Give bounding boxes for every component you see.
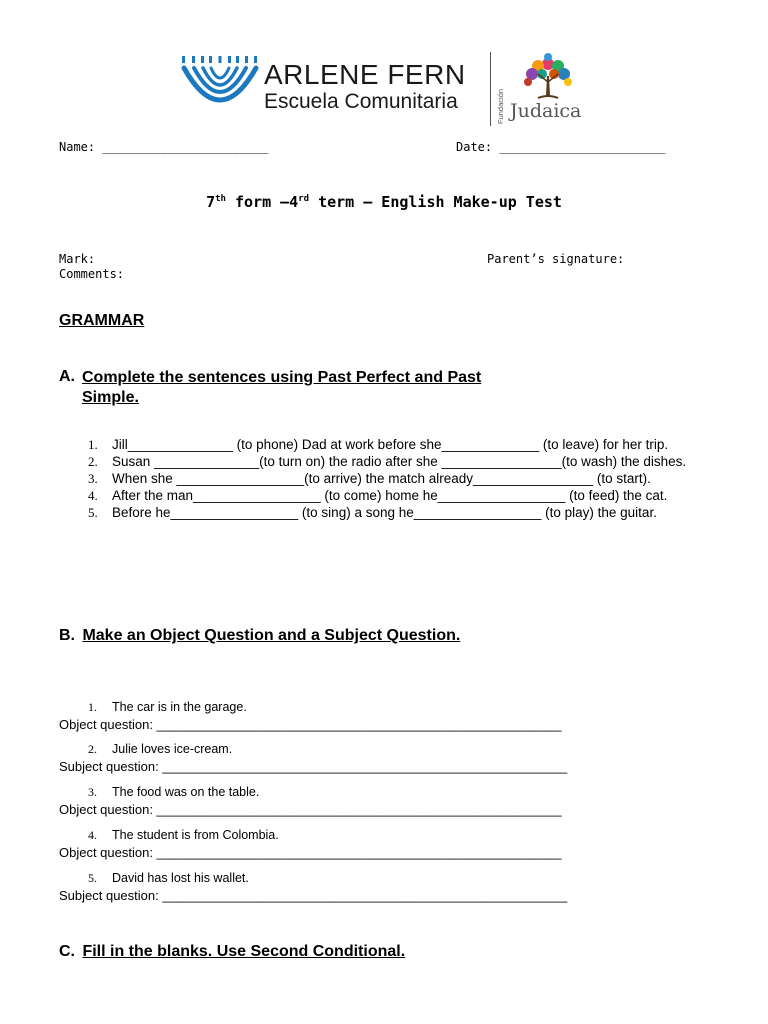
title-part-1: 7 [206, 193, 216, 211]
menorah-logo-icon [180, 54, 260, 116]
question-item [0, 742, 768, 782]
item-number: 4. [88, 828, 97, 842]
item-number: 4. [88, 488, 98, 503]
parent-signature-field: Parent’s signature: [487, 252, 625, 266]
item-number: 5. [88, 871, 97, 885]
item-number: 2. [88, 454, 98, 469]
answer-line[interactable]: Subject question: ________________________________________________________ [59, 888, 568, 903]
name-field: Name: _______________________ [59, 140, 269, 154]
header-logos [180, 48, 600, 128]
item-number: 2. [88, 742, 97, 756]
title-sup-1: th [215, 194, 226, 204]
item-number: 1. [88, 700, 97, 714]
sentence-item [59, 471, 709, 488]
school-subtitle: Escuela Comunitaria [264, 90, 458, 113]
statement-text: The car is in the garage. [112, 700, 247, 714]
sentence-text: Susan ______________(to turn on) the radio after she ________________(to wash) the dishes. [112, 454, 687, 469]
section-c-title: Fill in the blanks. Use Second Conditional. [82, 943, 406, 960]
date-field: Date: _______________________ [456, 140, 666, 154]
answer-line[interactable]: Subject question: ________________________________________________________ [59, 759, 568, 774]
sentence-item [59, 505, 709, 522]
answer-line[interactable]: Object question: ________________________________________________________ [59, 802, 562, 817]
question-item [0, 828, 768, 868]
sentence-item [59, 437, 709, 454]
title-part-3: term – English Make-up Test [309, 193, 562, 211]
foundation-label-small: Fundación [496, 88, 505, 124]
title-sup-2: rd [298, 194, 310, 204]
logo-divider [490, 52, 491, 126]
item-number: 3. [88, 471, 98, 486]
section-a-list [59, 437, 709, 522]
section-a-heading-line1: Complete the sentences using Past Perfect and Past [82, 369, 482, 386]
foundation-name: Judaica [510, 100, 582, 122]
test-title [0, 193, 768, 211]
comments-field: Comments: [59, 267, 125, 281]
answer-line[interactable]: Object question: ________________________________________________________ [59, 845, 562, 860]
sentence-item [59, 488, 709, 505]
section-b-letter: B. [59, 627, 75, 644]
section-b-heading [59, 627, 460, 645]
section-c-letter: C. [59, 943, 75, 960]
answer-line[interactable]: Object question: ________________________________________________________ [59, 717, 562, 732]
section-a-letter: A. [59, 368, 75, 385]
statement-text: Julie loves ice-cream. [112, 742, 233, 756]
grammar-heading: GRAMMAR [59, 312, 145, 329]
sentence-item [59, 454, 709, 471]
sentence-text: Before he_________________ (to sing) a song he_________________ (to play) the guitar. [112, 505, 657, 520]
sentence-text: Jill______________ (to phone) Dad at work before she_____________ (to leave) for her trip. [112, 437, 669, 452]
item-number: 1. [88, 437, 98, 452]
statement-text: The food was on the table. [112, 785, 260, 799]
mark-field: Mark: [59, 252, 96, 266]
question-item [0, 700, 768, 740]
statement-text: David has lost his wallet. [112, 871, 249, 885]
title-part-2: form –4 [225, 193, 299, 211]
question-item [0, 871, 768, 911]
sentence-text: After the man_________________ (to come) home he_________________ (to feed) the cat. [112, 488, 668, 503]
item-number: 3. [88, 785, 97, 799]
section-a-heading-line2: Simple. [82, 389, 139, 406]
statement-text: The student is from Colombia. [112, 828, 279, 842]
item-number: 5. [88, 505, 98, 520]
section-c-heading [59, 943, 405, 961]
sentence-text: When she _________________(to arrive) the match already________________ (to start). [112, 471, 651, 486]
section-b-title: Make an Object Question and a Subject Question. [82, 627, 461, 644]
tree-logo-icon [520, 52, 576, 102]
question-item [0, 785, 768, 825]
school-name: ARLENE FERN [264, 59, 466, 90]
